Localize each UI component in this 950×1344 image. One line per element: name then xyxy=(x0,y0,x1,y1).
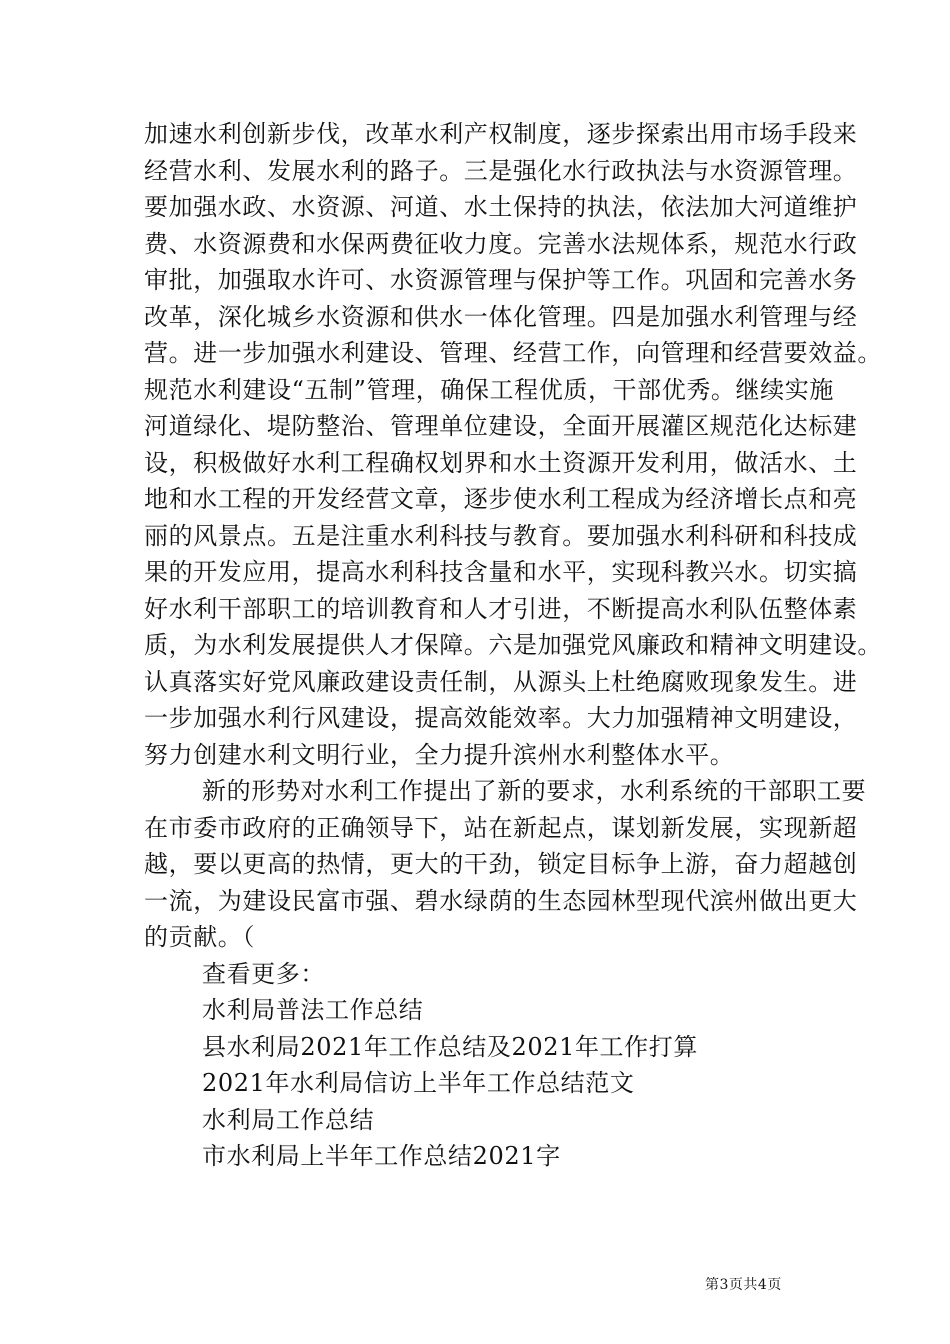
text-line: 丽的风景点。五是注重水利科技与教育。要加强水利科研和科技成 xyxy=(144,521,858,550)
related-link[interactable]: 2021年水利局信访上半年工作总结范文 xyxy=(202,1069,635,1097)
page-indicator: 第3页共4页 xyxy=(705,1277,782,1293)
text-line: 新的形势对水利工作提出了新的要求，水利系统的干部职工要 xyxy=(202,777,867,805)
see-more-section xyxy=(144,956,824,1175)
text-line: 认真落实好党风廉政建设责任制，从源头上杜绝腐败现象发生。进 xyxy=(144,667,858,696)
document-body xyxy=(144,116,882,1175)
text-line: 规范水利建设“五制”管理，确保工程优质，干部优秀。继续实施 xyxy=(144,375,834,404)
text-line: 的贡献。（ xyxy=(144,923,255,951)
text-line: 地和水工程的开发经营文章，逐步使水利工程成为经济增长点和亮 xyxy=(144,485,858,513)
text-line: 审批，加强取水许可、水资源管理与保护等工作。巩固和完善水务 xyxy=(144,266,858,294)
text-line: 好水利干部职工的培训教育和人才引进，不断提高水利队伍整体素 xyxy=(144,594,858,623)
text-line: 要加强水政、水资源、河道、水土保持的执法，依法加大河道维护 xyxy=(144,193,858,221)
paragraph-1 xyxy=(144,116,882,773)
text-line: 设，积极做好水利工程确权划界和水土资源开发利用，做活水、土 xyxy=(144,448,858,477)
related-link[interactable]: 县水利局2021年工作总结及2021年工作打算 xyxy=(202,1032,698,1061)
text-line: 营。进一步加强水利建设、管理、经营工作，向管理和经营要效益。 xyxy=(144,339,882,367)
text-line: 越，要以更高的热情，更大的干劲，锁定目标争上游，奋力超越创 xyxy=(144,850,858,878)
text-line: 一流，为建设民富市强、碧水绿荫的生态园林型现代滨州做出更大 xyxy=(144,886,858,915)
text-line: 努力创建水利文明行业，全力提升滨州水利整体水平。 xyxy=(144,740,735,769)
text-line: 经营水利、发展水利的路子。三是强化水行政执法与水资源管理。 xyxy=(144,156,858,185)
related-link[interactable]: 水利局工作总结 xyxy=(202,1105,375,1134)
related-link[interactable]: 水利局普法工作总结 xyxy=(202,996,424,1024)
text-line: 质，为水利发展提供人才保障。六是加强党风廉政和精神文明建设。 xyxy=(144,631,882,659)
text-line: 一步加强水利行风建设，提高效能效率。大力加强精神文明建设， xyxy=(144,704,858,732)
see-more-label: 查看更多： xyxy=(202,959,325,988)
text-line: 在市委市政府的正确领导下，站在新起点，谋划新发展，实现新超 xyxy=(144,813,858,842)
related-link[interactable]: 市水利局上半年工作总结2021字 xyxy=(202,1142,561,1170)
paragraph-2 xyxy=(144,773,867,956)
text-line: 加速水利创新步伐，改革水利产权制度，逐步探索出用市场手段来 xyxy=(144,120,858,148)
text-line: 改革，深化城乡水资源和供水一体化管理。四是加强水利管理与经 xyxy=(144,302,858,331)
text-line: 河道绿化、堤防整治、管理单位建设，全面开展灌区规范化达标建 xyxy=(144,412,858,440)
text-line: 费、水资源费和水保两费征收力度。完善水法规体系，规范水行政 xyxy=(144,229,858,258)
text-line: 果的开发应用，提高水利科技含量和水平，实现科教兴水。切实搞 xyxy=(144,558,858,586)
